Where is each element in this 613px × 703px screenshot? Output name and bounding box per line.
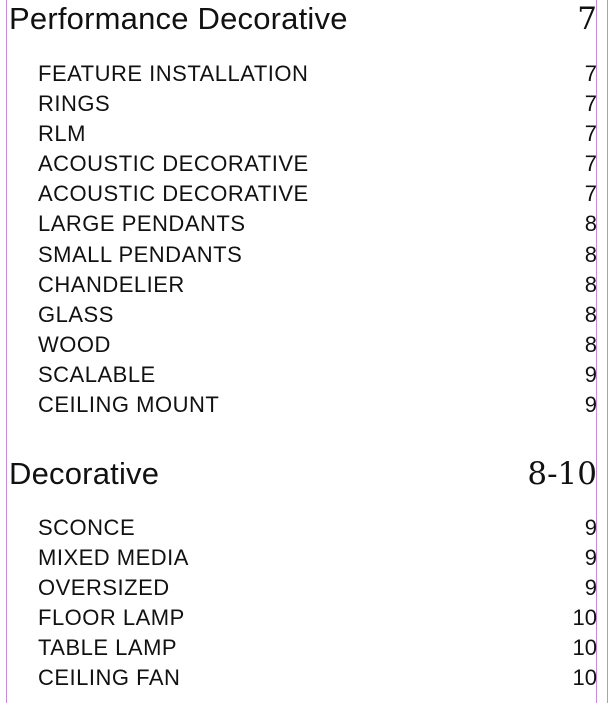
toc-entry[interactable] bbox=[8, 603, 597, 633]
toc-entry-page: 10 bbox=[572, 635, 597, 661]
toc-entry[interactable] bbox=[8, 633, 597, 663]
toc-entry[interactable] bbox=[8, 513, 597, 543]
toc-entry-page: 8 bbox=[584, 211, 597, 237]
toc-entry-label: TABLE LAMP bbox=[38, 635, 178, 661]
toc-entry-page: 7 bbox=[584, 121, 597, 147]
toc-entry-label: RINGS bbox=[38, 91, 111, 117]
toc-entry-label: CEILING FAN bbox=[38, 665, 181, 691]
toc-entry-page: 7 bbox=[584, 181, 597, 207]
section-page-number: 7 bbox=[577, 1, 597, 37]
toc-entry-page: 8 bbox=[584, 301, 597, 327]
toc-entry-label: WOOD bbox=[38, 331, 111, 357]
toc-entry-label: CEILING MOUNT bbox=[38, 392, 220, 418]
toc-entry-page: 7 bbox=[584, 91, 597, 117]
toc-entry-page: 8 bbox=[584, 331, 597, 357]
toc-entry[interactable] bbox=[8, 573, 597, 603]
toc-entry-list bbox=[8, 513, 597, 694]
toc-entry-label: OVERSIZED bbox=[38, 575, 170, 601]
toc-entry-label: ACOUSTIC DECORATIVE bbox=[38, 181, 309, 207]
toc-entry[interactable] bbox=[8, 330, 597, 360]
toc-entry-label: SCONCE bbox=[38, 515, 136, 540]
toc-entry[interactable] bbox=[8, 300, 597, 330]
section-page-number: 8-10 bbox=[527, 456, 597, 492]
toc-entry[interactable] bbox=[8, 240, 597, 270]
toc-entry[interactable] bbox=[8, 209, 597, 239]
toc-entry-page: 9 bbox=[584, 515, 597, 540]
toc-entry-label: LARGE PENDANTS bbox=[38, 211, 246, 237]
toc-entry-label: ACOUSTIC DECORATIVE bbox=[38, 151, 309, 177]
toc-entry-page: 7 bbox=[584, 151, 597, 177]
toc-entry[interactable] bbox=[8, 543, 597, 573]
section-heading bbox=[8, 455, 597, 495]
section-performance-decorative bbox=[8, 0, 597, 420]
toc-entry[interactable] bbox=[8, 149, 597, 179]
toc-entry-label: RLM bbox=[38, 121, 86, 147]
toc-entry-page: 7 bbox=[584, 61, 597, 86]
page-edge-guide bbox=[607, 0, 608, 703]
toc-entry-page: 8 bbox=[584, 241, 597, 267]
section-decorative bbox=[8, 455, 597, 694]
toc-entry[interactable] bbox=[8, 89, 597, 119]
section-title: Performance Decorative bbox=[9, 1, 348, 36]
toc-entry-label: SCALABLE bbox=[38, 361, 156, 387]
toc-entry[interactable] bbox=[8, 360, 597, 390]
section-title: Decorative bbox=[9, 456, 160, 491]
toc-entry-label: SMALL PENDANTS bbox=[38, 241, 243, 267]
toc-entry-page: 9 bbox=[584, 545, 597, 571]
toc-entry-label: GLASS bbox=[38, 301, 114, 327]
toc-entry-label: FLOOR LAMP bbox=[38, 605, 185, 631]
toc-entry-page: 10 bbox=[572, 605, 597, 631]
toc-entry-page: 9 bbox=[584, 361, 597, 387]
toc-entry-page: 8 bbox=[584, 271, 597, 297]
toc-entry-label: MIXED MEDIA bbox=[38, 545, 189, 571]
toc-entry[interactable] bbox=[8, 179, 597, 209]
toc-entry[interactable] bbox=[8, 270, 597, 300]
toc-entry-page: 9 bbox=[584, 392, 597, 418]
toc-entry[interactable] bbox=[8, 59, 597, 89]
toc-entry-page: 10 bbox=[572, 665, 597, 691]
left-margin-guide bbox=[6, 0, 7, 703]
toc-entry-page: 9 bbox=[584, 575, 597, 601]
toc-entry-label: CHANDELIER bbox=[38, 271, 185, 297]
toc-entry-list bbox=[8, 59, 597, 420]
toc-entry[interactable] bbox=[8, 119, 597, 149]
toc-entry-label: FEATURE INSTALLATION bbox=[38, 61, 309, 86]
toc-entry[interactable] bbox=[8, 390, 597, 420]
toc-entry[interactable] bbox=[8, 663, 597, 693]
section-heading bbox=[8, 0, 597, 40]
